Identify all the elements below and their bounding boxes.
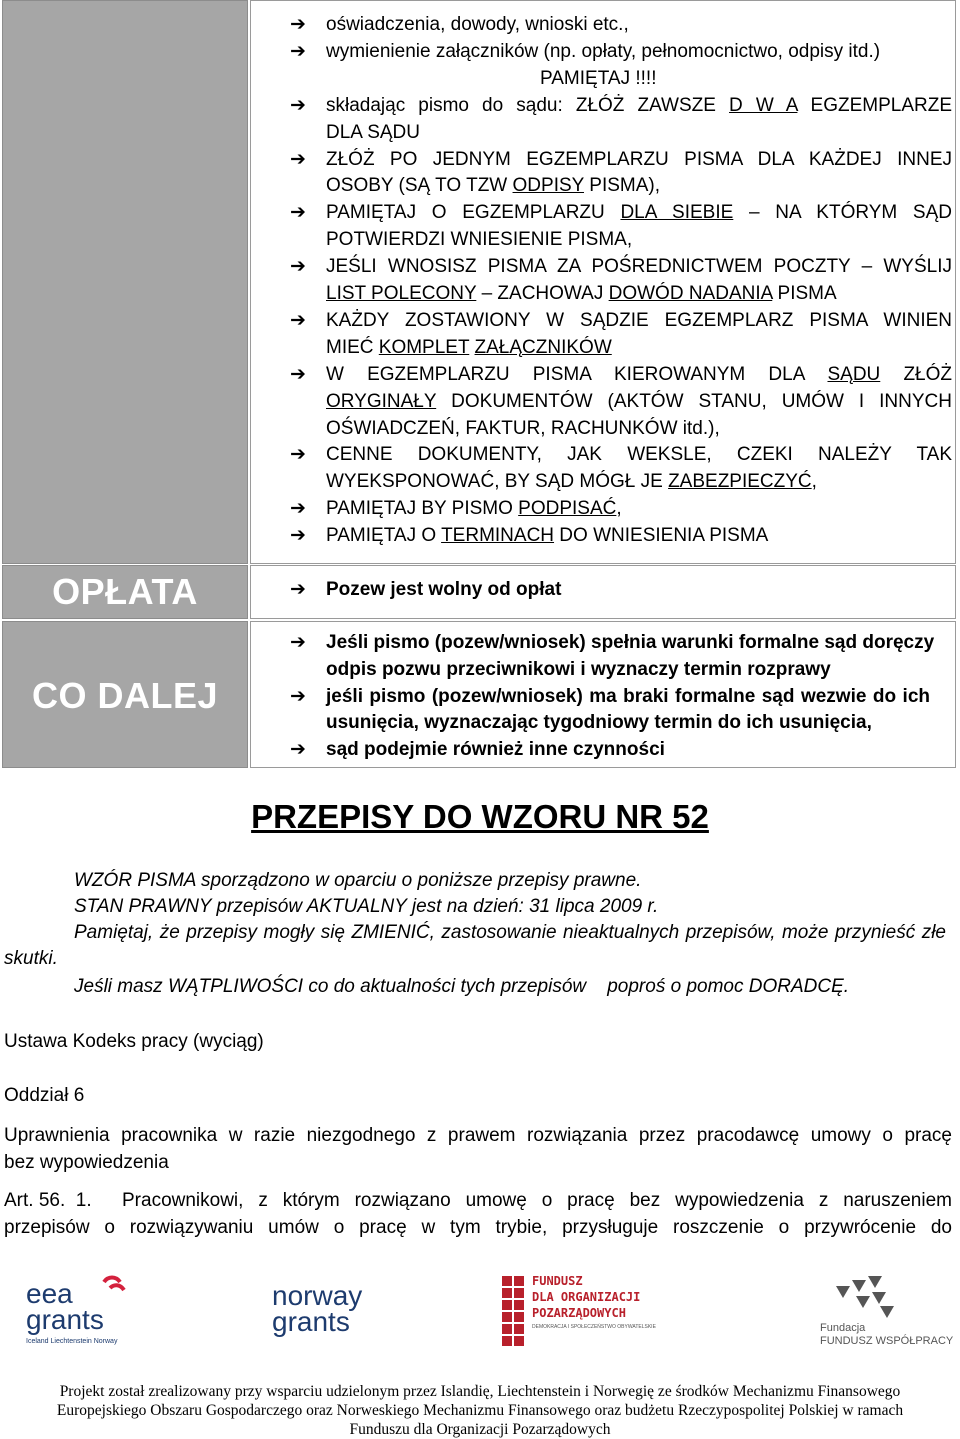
row1-line: [326, 469, 952, 495]
line-text: ZŁÓŻ PO JEDNYM EGZEMPLARZU PISMA DLA KAŻDEJ INNEJ: [326, 149, 952, 170]
fundacja-logo: [810, 1272, 954, 1352]
arrow-icon: ➔: [290, 41, 306, 62]
co-dalej-heading: CO DALEJ: [31, 675, 219, 716]
row1-line: [326, 416, 952, 442]
row1-line: [326, 173, 952, 199]
underlined-text: KOMPLET: [378, 337, 470, 358]
fundusz-line-2: DLA ORGANIZACJI: [532, 1290, 641, 1304]
line-text: EGZEMPLARZE: [797, 95, 952, 116]
line-text: ,: [616, 498, 622, 519]
underlined-text: DLA SIEBIE: [620, 202, 734, 223]
eea-grants-logo: [26, 1272, 136, 1352]
fundacja-line-1: Fundacja: [820, 1322, 866, 1334]
arrow-icon: ➔: [290, 14, 306, 35]
norway-word: norway: [272, 1280, 363, 1311]
row1-line: [326, 335, 952, 361]
underlined-text: PODPISAĆ: [518, 498, 617, 519]
row1-label-cell: [2, 0, 248, 564]
rights-heading-line-1: Uprawnienia pracownika w razie niezgodnego z prawem rozwiązania przez pracodawcę umowy o pracę: [4, 1125, 952, 1146]
line-text: PAMIĘTAJ O: [326, 525, 442, 546]
line-text: JEŚLI WNOSISZ PISMA ZA POŚREDNICTWEM POCZTY – WYŚLIJ: [326, 256, 952, 277]
eea-word: eea: [26, 1278, 73, 1309]
co-dalej-line: odpis pozwu przeciwnikowi i wyznaczy termin rozprawy: [326, 659, 831, 680]
row1-line: [326, 39, 952, 65]
row1-line: [326, 12, 952, 38]
arrow-icon: ➔: [290, 686, 306, 707]
fundusz-line-3: POZARZĄDOWYCH: [532, 1306, 626, 1320]
row1-line: [326, 120, 952, 146]
notice-line-3-end: skutki.: [4, 948, 58, 969]
line-text: DOKUMENTÓW (AKTÓW STANU, UMÓW I INNYCH: [436, 391, 952, 412]
row1-line: [326, 93, 952, 119]
row1-line: [326, 523, 952, 549]
line-text: POTWIERDZI WNIESIENIE PISMA,: [326, 229, 633, 250]
arrow-icon: ➔: [290, 739, 306, 760]
fundusz-grid-icon: [502, 1276, 526, 1348]
arrow-icon: ➔: [290, 525, 306, 546]
row1-line: [326, 389, 952, 415]
line-text: PISMA),: [584, 175, 661, 196]
line-text: PAMIĘTAJ !!!!: [540, 68, 657, 89]
arrow-icon: ➔: [290, 444, 306, 465]
article-label: Art. 56. 1.: [4, 1190, 92, 1211]
line-text: DO WNIESIENIA PISMA: [554, 525, 769, 546]
line-text: oświadczenia, dowody, wnioski etc.,: [326, 14, 629, 35]
division-title: Oddział 6: [4, 1085, 85, 1106]
fundusz-logo: [502, 1272, 672, 1352]
row1-line: [326, 308, 952, 334]
underlined-text: DOWÓD NADANIA: [608, 283, 773, 304]
underlined-text: LIST POLECONY: [326, 283, 477, 304]
act-title: Ustawa Kodeks pracy (wyciąg): [4, 1031, 264, 1052]
eea-subtitle: Iceland Liechtenstein Norway: [26, 1338, 118, 1345]
row1-line: [326, 200, 952, 226]
line-text: DLA SĄDU: [326, 122, 420, 143]
underlined-text: SĄDU: [827, 364, 881, 385]
row1-line: [326, 227, 952, 253]
row1-line: [326, 442, 952, 468]
fundusz-line-4: DEMOKRACJA I SPOŁECZEŃSTWO OBYWATELSKIE: [532, 1324, 656, 1330]
co-dalej-line: Jeśli pismo (pozew/wniosek) spełnia warunki formalne sąd doręczy: [326, 632, 935, 653]
arrow-icon: ➔: [290, 498, 306, 519]
norway-grants-logo: [272, 1272, 382, 1342]
footer-line-1: Projekt został zrealizowany przy wsparciu udzielonym przez Islandię, Liechtenstein i Norwegię ze środków Mechanizmu Finansowego: [59, 1383, 901, 1400]
norway-grants-word: grants: [272, 1306, 350, 1337]
fundacja-triangles-icon: [836, 1276, 896, 1320]
article-line-1: Pracownikowi, z którym rozwiązano umowę o pracę bez wypowiedzenia z naruszeniem: [122, 1190, 952, 1211]
line-text: ,: [811, 471, 817, 492]
line-text: PAMIĘTAJ O EGZEMPLARZU: [326, 202, 621, 223]
co-dalej-line: sąd podejmie również inne czynności: [326, 739, 665, 760]
line-text: MIEĆ: [326, 337, 379, 358]
underlined-text: TERMINACH: [441, 525, 555, 546]
row1-line: [540, 66, 656, 92]
notice-line-3: Pamiętaj, że przepisy mogły się ZMIENIĆ, zastosowanie nieaktualnych przepisów, może przynieść złe: [74, 922, 946, 943]
arrow-icon: ➔: [290, 310, 306, 331]
line-text: – ZACHOWAJ: [476, 283, 609, 304]
underlined-text: ZABEZPIECZYĆ: [668, 471, 812, 492]
underlined-text: ODPISY: [512, 175, 584, 196]
line-text: W EGZEMPLARZU PISMA KIEROWANYM DLA: [326, 364, 828, 385]
row1-line: [326, 254, 952, 280]
arrow-icon: ➔: [290, 256, 306, 277]
footer-text: [0, 1382, 960, 1439]
fundusz-line-1: FUNDUSZ: [532, 1274, 583, 1288]
rights-heading-line-2: bez wypowiedzenia: [4, 1152, 169, 1173]
row1-line: [326, 496, 952, 522]
co-dalej-label-cell: [2, 621, 248, 768]
line-text: OSOBY (SĄ TO TZW: [326, 175, 513, 196]
line-text: PAMIĘTAJ BY PISMO: [326, 498, 519, 519]
oplata-label-cell: [2, 565, 248, 619]
line-text: – NA KTÓRYM SĄD: [733, 202, 952, 223]
oplata-text: Pozew jest wolny od opłat: [326, 579, 562, 600]
fundacja-line-2: FUNDUSZ WSPÓŁPRACY: [820, 1335, 954, 1347]
arrow-icon: ➔: [290, 579, 306, 600]
line-text: ZŁÓŻ: [880, 364, 952, 385]
footer-line-3: Funduszu dla Organizacji Pozarządowych: [349, 1421, 611, 1438]
oplata-heading: OPŁATA: [52, 571, 198, 612]
line-text: WYEKSPONOWAĆ, BY SĄD MÓGŁ JE: [326, 471, 669, 492]
co-dalej-line: usunięcia, wyznaczając tygodniowy termin do ich usunięcia,: [326, 712, 872, 733]
notice-line-2: STAN PRAWNY przepisów AKTUALNY jest na dzień: 31 lipca 2009 r.: [74, 896, 659, 917]
co-dalej-line: jeśli pismo (pozew/wniosek) ma braki formalne sąd wezwie do ich: [326, 686, 930, 707]
arrow-icon: ➔: [290, 95, 306, 116]
underlined-text: ZAŁĄCZNIKÓW: [474, 337, 612, 358]
row1-line: [326, 362, 952, 388]
arrow-icon: ➔: [290, 202, 306, 223]
section-title: PRZEPISY DO WZORU NR 52: [251, 798, 709, 835]
line-text: OŚWIADCZEŃ, FAKTUR, RACHUNKÓW itd.),: [326, 418, 720, 439]
article-line-2: przepisów o rozwiązywaniu umów o pracę w tym trybie, przysługuje roszczenie o przywrócenie do: [4, 1217, 952, 1238]
arrow-icon: ➔: [290, 149, 306, 170]
line-text: KAŻDY ZOSTAWIONY W SĄDZIE EGZEMPLARZ PISMA WINIEN: [326, 310, 952, 331]
line-text: CENNE DOKUMENTY, JAK WEKSLE, CZEKI NALEŻY TAK: [326, 444, 952, 465]
line-text: wymienienie załączników (np. opłaty, pełnomocnictwo, odpisy itd.): [326, 41, 881, 62]
line-text: składając pismo do sądu: ZŁÓŻ ZAWSZE: [326, 95, 730, 116]
line-text: PISMA: [772, 283, 837, 304]
arrow-icon: ➔: [290, 364, 306, 385]
footer-line-2: Europejskiego Obszaru Gospodarczego oraz Norweskiego Mechanizmu Finansowego oraz budżetu Rzeczypospolitej Polskiej w ramach: [56, 1402, 904, 1419]
row1-line: [326, 281, 952, 307]
notice-line-1: WZÓR PISMA sporządzono w oparciu o poniższe przepisy prawne.: [74, 870, 642, 891]
underlined-text: D W A: [729, 95, 798, 116]
notice-line-4: Jeśli masz WĄTPLIWOŚCI co do aktualności tych przepisów poproś o pomoc DORADCĘ.: [74, 976, 850, 997]
underlined-text: ORYGINAŁY: [326, 391, 437, 412]
eea-grants-word: grants: [26, 1304, 104, 1335]
arrow-icon: ➔: [290, 632, 306, 653]
row1-line: [326, 147, 952, 173]
